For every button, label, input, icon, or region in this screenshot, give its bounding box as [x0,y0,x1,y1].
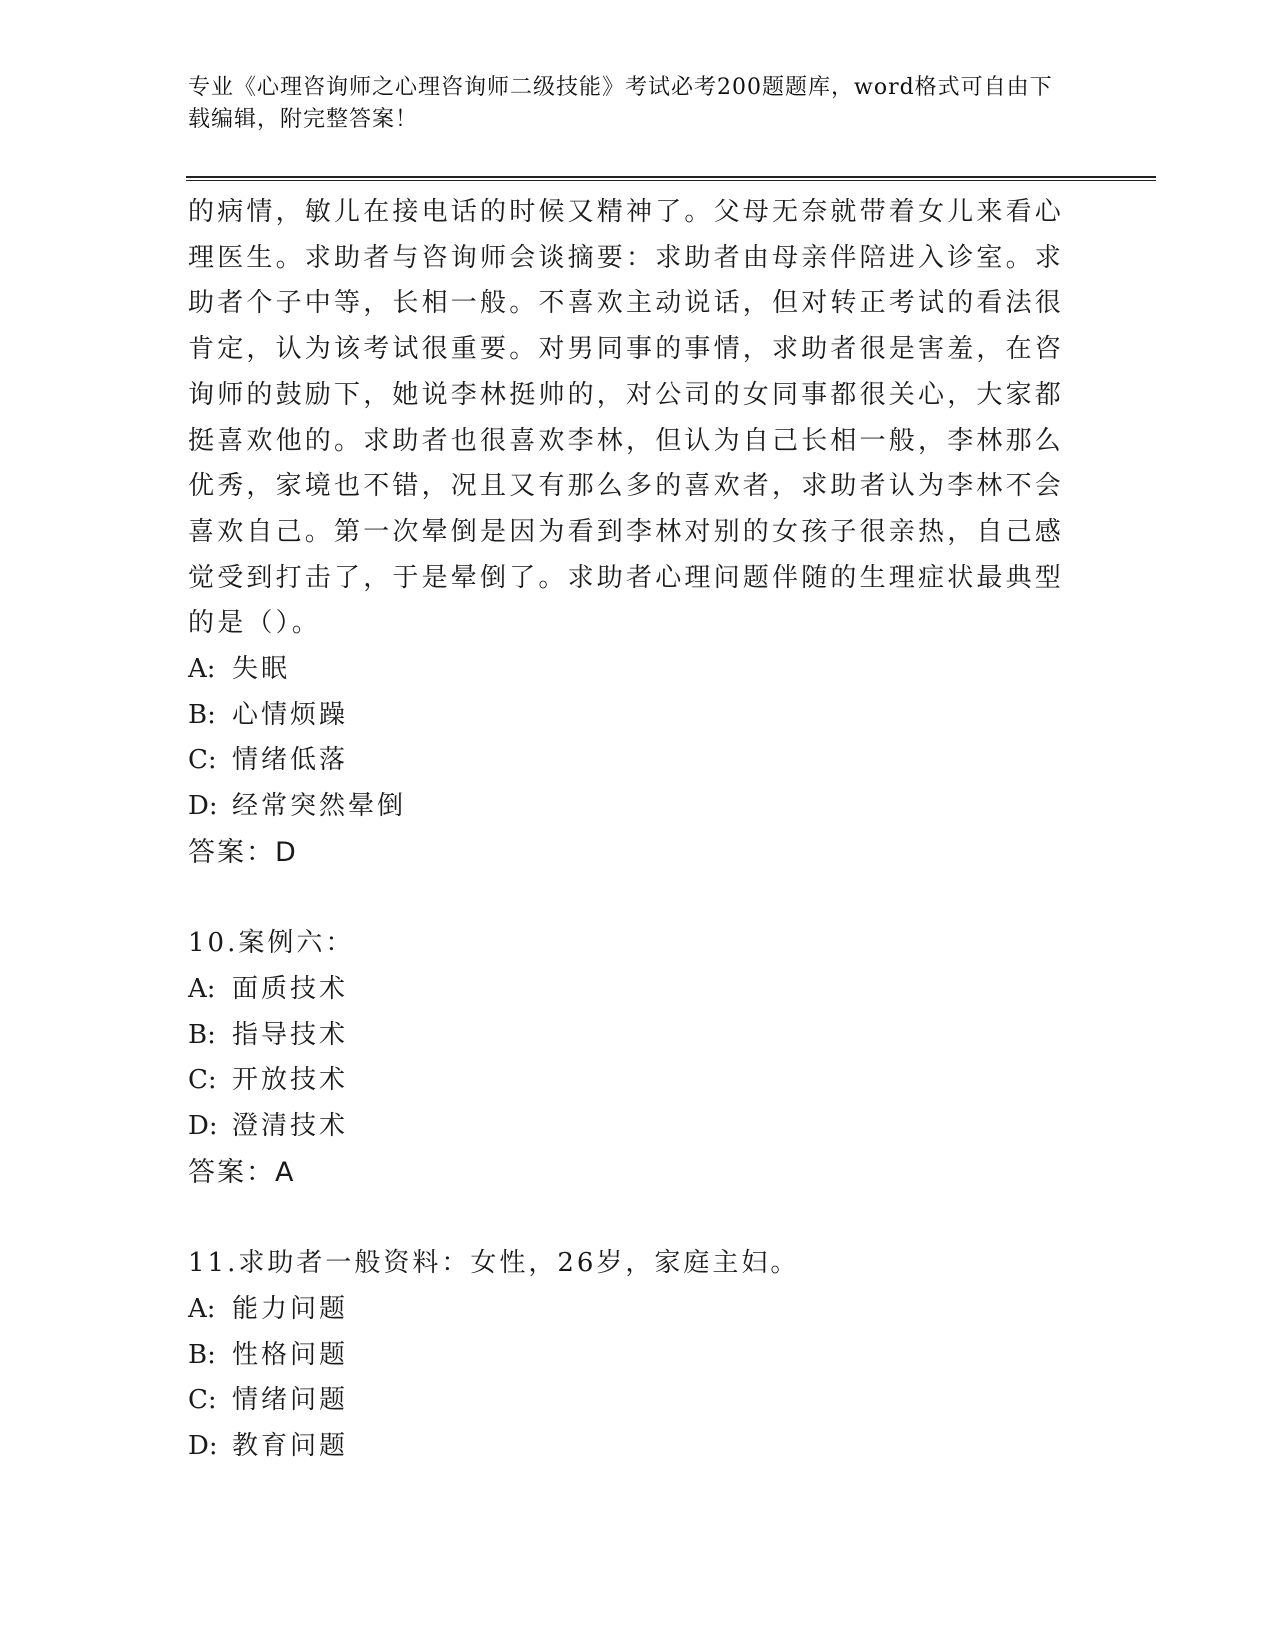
spacer [188,876,1068,922]
question-10-options [188,967,1068,1150]
question-11-options [188,1287,1068,1470]
option-key: B: [188,1019,216,1050]
spacer [188,1195,1068,1241]
header-divider [186,176,1156,181]
option-text: 教育问题 [232,1430,349,1461]
option-text: 性格问题 [232,1339,349,1370]
option-key: C: [188,745,217,776]
option-text: 能力问题 [232,1293,349,1324]
page-header: 专业《心理咨询师之心理咨询师二级技能》考试必考200题题库，word格式可自由下载编辑，附完整答案！ [188,75,1053,132]
document-body [188,190,1068,1470]
question-11-option-b [188,1333,1068,1379]
question-9-option-b [188,693,1068,739]
question-9-options [188,647,1068,830]
option-text: 情绪问题 [232,1385,349,1416]
option-key: C: [188,1385,217,1416]
option-key: A: [188,654,216,685]
question-9-answer: 答案：D [188,836,298,868]
question-11-title: 11.求助者一般资料：女性，26岁，家庭主妇。 [188,1248,800,1279]
option-key: D: [188,1430,218,1461]
option-text: 面质技术 [232,973,349,1004]
question-10-answer: 答案：A [188,1156,296,1188]
option-text: 经常突然晕倒 [232,791,407,822]
option-text: 失眠 [232,654,291,685]
question-10-title: 10.案例六： [188,928,355,959]
option-key: D: [188,791,218,822]
option-key: A: [188,1293,216,1324]
question-10-option-a [188,967,1068,1013]
option-text: 澄清技术 [232,1111,349,1142]
option-key: C: [188,1065,217,1096]
question-9-option-c [188,738,1068,784]
option-key: D: [188,1111,218,1142]
question-10-option-b [188,1013,1068,1059]
option-key: B: [188,1339,216,1370]
question-10-option-d [188,1104,1068,1150]
option-text: 指导技术 [232,1019,349,1050]
question-9-option-a [188,647,1068,693]
question-9-passage: 的病情，敏儿在接电话的时候又精神了。父母无奈就带着女儿来看心理医生。求助者与咨询师会谈摘要：求助者由母亲伴陪进入诊室。求助者个子中等，长相一般。不喜欢主动说话，但对转正考试的看法很肯定，认为该考试很重要。对男同事的事情，求助者很是害羞，在咨询师的鼓励下，她说李林挺帅的，对公司的女同事都很关心，大家都挺喜欢他的。求助者也很喜欢李林，但认为自己长相一般，李林那么优秀，家境也不错，况且又有那么多的喜欢者，求助者认为李林不会喜欢自己。第一次晕倒是因为看到李林对别的女孩子很亲热，自己感觉受到打击了，于是晕倒了。求助者心理问题伴随的生理症状最典型的是（）。 [188,197,1065,639]
option-text: 开放技术 [232,1065,349,1096]
option-text: 心情烦躁 [232,699,349,730]
question-9-option-d [188,784,1068,830]
option-text: 情绪低落 [232,745,349,776]
question-11-option-a [188,1287,1068,1333]
question-11-option-c [188,1378,1068,1424]
question-10-option-c [188,1058,1068,1104]
question-11-option-d [188,1424,1068,1470]
option-key: B: [188,699,216,730]
option-key: A: [188,973,216,1004]
